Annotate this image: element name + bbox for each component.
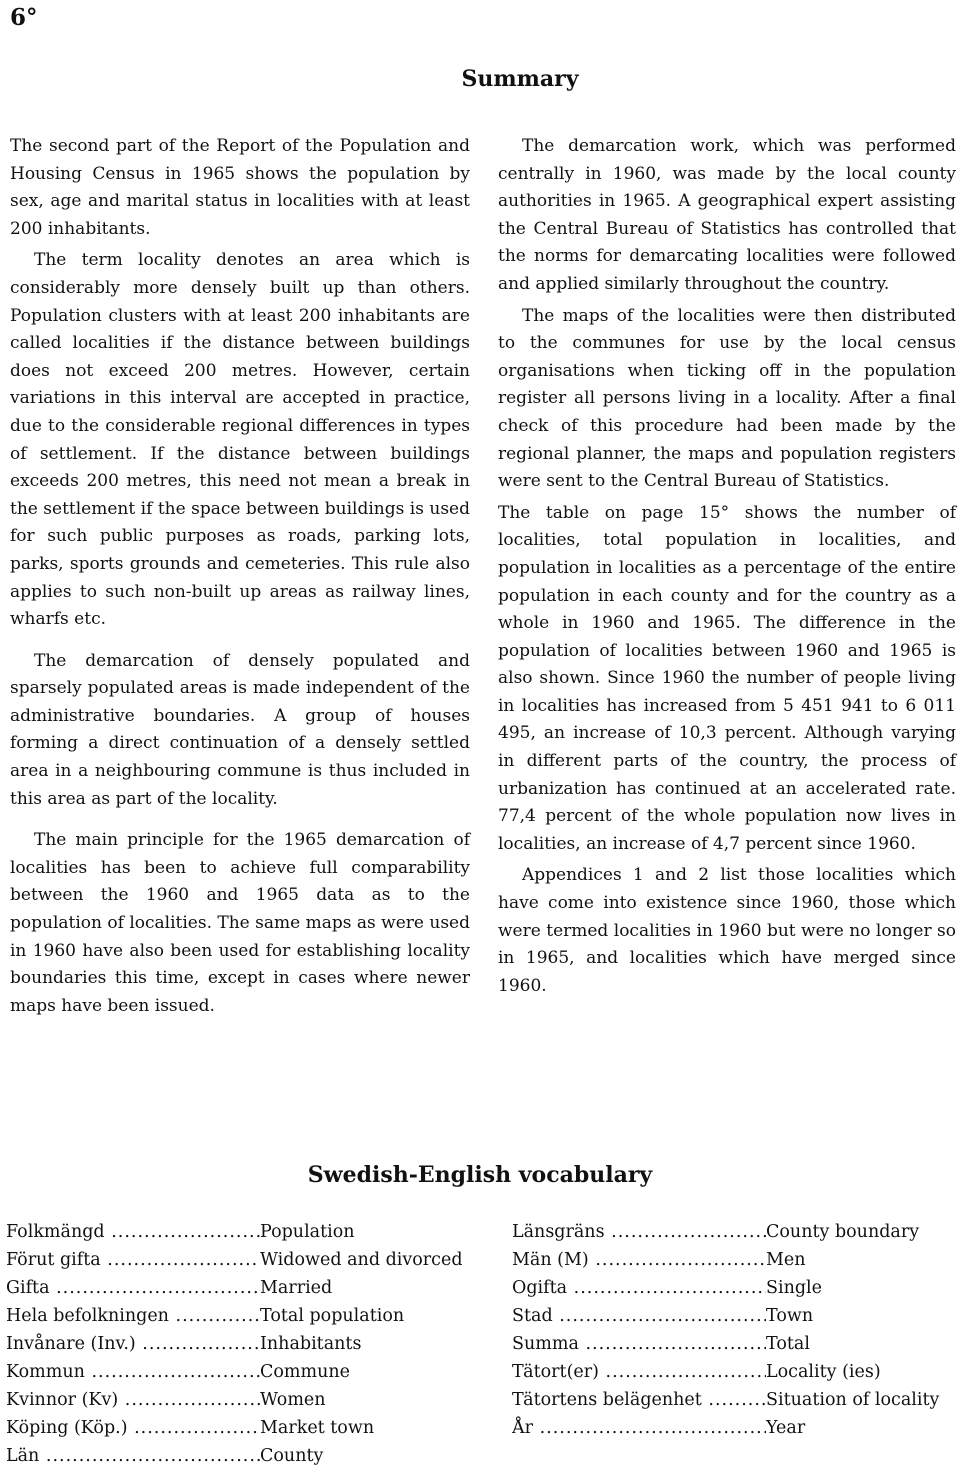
page-number: 6° [10, 4, 38, 31]
english-term: Situation of locality [766, 1390, 940, 1410]
swedish-term: Folkmängd ..... [6, 1218, 260, 1246]
english-term: Locality (ies) [766, 1362, 881, 1382]
swedish-term: Länsgräns ..... [512, 1218, 766, 1246]
vocabulary-left-list [6, 1218, 486, 1470]
vocabulary-row [512, 1302, 952, 1330]
swedish-term: Kommun ..... [6, 1358, 260, 1386]
english-term: Women [260, 1390, 326, 1410]
summary-paragraph: The demarcation of densely populated and sparsely populated areas is made independent of the administrative boundaries. A group of houses forming a direct continuation of a densely settled area in a neighbouring commune is thus included in this area as part of the locality. [10, 650, 470, 809]
summary-paragraph: Appendices 1 and 2 list those localities which have come into existence since 1960, those which were termed localities in 1960 but were no longer so in 1965, and localities which have merged since 1960. [498, 865, 956, 996]
swedish-term: Tätortens belägenhet ..... [512, 1386, 766, 1414]
vocabulary-row [6, 1218, 486, 1246]
english-term: Town [766, 1306, 814, 1326]
swedish-term: Ogifta ..... [512, 1274, 766, 1302]
english-term: County [260, 1446, 324, 1466]
english-term: Population [260, 1222, 355, 1242]
english-term: Widowed and divorced [260, 1250, 463, 1270]
vocabulary-row [512, 1386, 952, 1414]
vocabulary-row [6, 1386, 486, 1414]
english-term: Year [766, 1418, 806, 1438]
vocabulary-row [6, 1246, 486, 1274]
swedish-term: Män (M) ..... [512, 1246, 766, 1274]
vocabulary-row [512, 1414, 952, 1442]
vocabulary-row [512, 1246, 952, 1274]
english-term: County boundary [766, 1222, 920, 1242]
summary-paragraph: The table on page 15° shows the number of localities, total population in localities, and population in localities as a percentage of the entire population in each county and for the country as a whole in 1960 and 1965. The difference in the population of localities between 1960 and 1965 is also shown. Since 1960 the number of people living in localities has increased from 5 451 941 to 6 011 495, an increase of 10,3 percent. Although varying in different parts of the country, the process of urbanization has continued at an accelerated rate. 77,4 percent of the whole population now lives in localities, an increase of 4,7 percent since 1960. [498, 502, 956, 854]
swedish-term: Invånare (Inv.) ..... [6, 1330, 260, 1358]
summary-left-column [10, 133, 470, 1020]
swedish-term: Köping (Köp.) ..... [6, 1414, 260, 1442]
english-term: Single [766, 1278, 823, 1298]
english-term: Total population [260, 1306, 405, 1326]
english-term: Inhabitants [260, 1334, 362, 1354]
english-term: Commune [260, 1362, 351, 1382]
swedish-term: Hela befolkningen ..... [6, 1302, 260, 1330]
summary-paragraph: The term locality denotes an area which is considerably more densely built up than others. Population clusters with at least 200 inhabitants are called localities if the distance between buildings does not exceed 200 metres. However, certain variations in this interval are accepted in practice, due to the considerable regional differences in types of settlement. If the distance between buildings exceeds 200 metres, this need not mean a break in the settlement if the space between buildings is used for such public purposes as roads, parking lots, parks, sports grounds and cemeteries. This rule also applies to such non-built up areas as railway lines, wharfs etc. [10, 250, 470, 630]
english-term: Total [766, 1334, 810, 1354]
summary-paragraph: The maps of the localities were then distributed to the communes for use by the local census organisations when ticking off in the population register all persons living in a locality. After a final check of this procedure had been made by the regional planner, the maps and population registers were sent to the Central Bureau of Statistics. [498, 305, 956, 492]
swedish-term: Förut gifta ..... [6, 1246, 260, 1274]
swedish-term: Gifta ..... [6, 1274, 260, 1302]
vocabulary-row [512, 1218, 952, 1246]
vocabulary-row [6, 1442, 486, 1470]
swedish-term: Stad ..... [512, 1302, 766, 1330]
summary-paragraph: The main principle for the 1965 demarcation of localities has been to achieve full comparability between the 1960 and 1965 data as to the population of localities. The same maps as were used in 1960 have also been used for establishing locality boundaries this time, except in cases where newer maps have been issued. [10, 830, 470, 1016]
vocabulary-row [6, 1330, 486, 1358]
english-term: Market town [260, 1418, 375, 1438]
summary-heading: Summary [461, 66, 579, 92]
summary-paragraph: The second part of the Report of the Population and Housing Census in 1965 shows the population by sex, age and marital status in localities with at least 200 inhabitants. [10, 136, 470, 239]
swedish-term: Kvinnor (Kv) ..... [6, 1386, 260, 1414]
vocabulary-row [512, 1274, 952, 1302]
swedish-term: Län ..... [6, 1442, 260, 1470]
vocabulary-row [6, 1302, 486, 1330]
vocabulary-row [6, 1414, 486, 1442]
summary-right-column [498, 133, 956, 1000]
summary-paragraph: The demarcation work, which was performed centrally in 1960, was made by the local county authorities in 1965. A geographical expert assisting the Central Bureau of Statistics has controlled that the norms for demarcating localities were followed and applied similarly throughout the country. [498, 136, 956, 294]
vocabulary-row [512, 1330, 952, 1358]
swedish-term: Tätort(er) ..... [512, 1358, 766, 1386]
swedish-term: År ..... [512, 1414, 766, 1442]
vocabulary-row [6, 1358, 486, 1386]
vocabulary-row [6, 1274, 486, 1302]
vocabulary-heading: Swedish-English vocabulary [307, 1162, 653, 1188]
swedish-term: Summa ..... [512, 1330, 766, 1358]
english-term: Men [766, 1250, 806, 1270]
english-term: Married [260, 1278, 333, 1298]
vocabulary-row [512, 1358, 952, 1386]
vocabulary-right-list [512, 1218, 952, 1442]
